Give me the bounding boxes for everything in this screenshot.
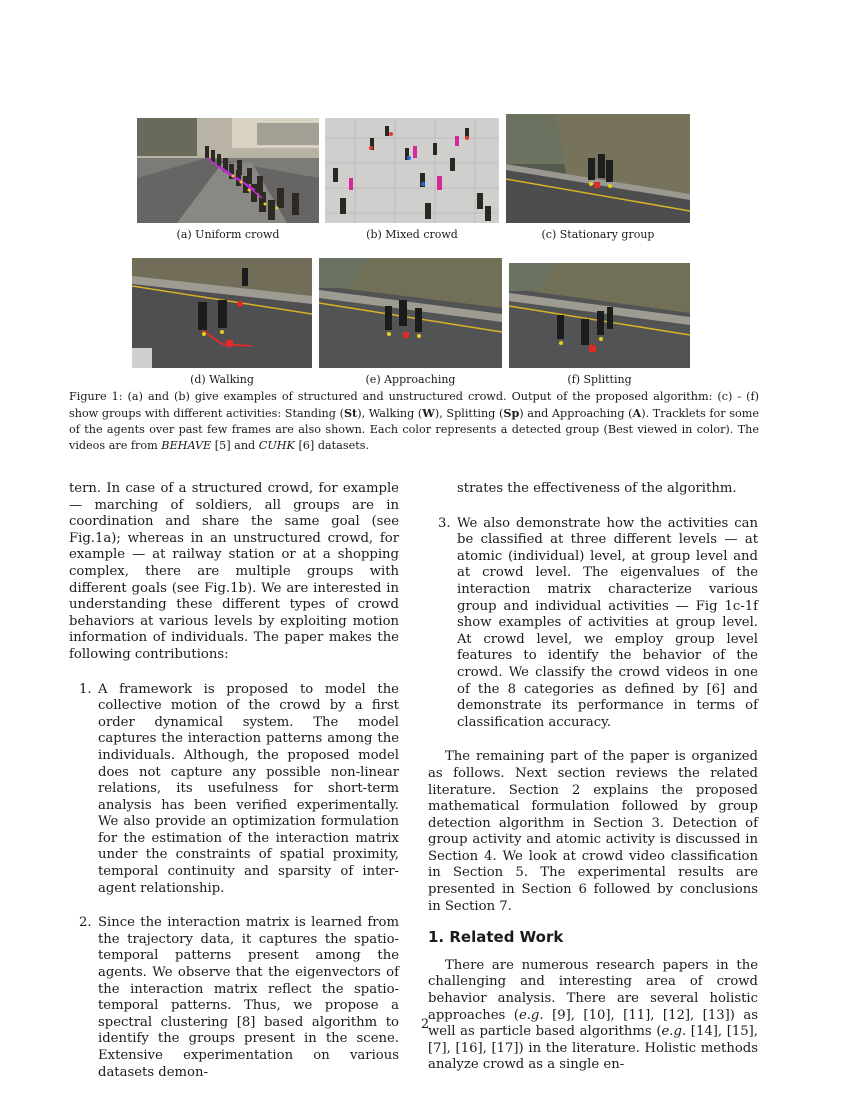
figure-1c-image [506, 114, 690, 223]
list-number: 3. [438, 515, 451, 531]
figure-1e-image [319, 258, 502, 368]
subfigure-caption-c: (c) Stationary group [541, 228, 655, 241]
figure-1b-image [325, 118, 499, 223]
list-item-text: Since the interaction matrix is learned from the trajectory data, it captures the spatio-temporal patterns present among the agents. We observe that the eigenvectors of the interaction matrix reflect the spatio-temporal patterns. Thus, we propose a spectral clustering [8] based algorithm to identify the groups present in the scene. Extensive experimentation on various datasets demon- [98, 915, 399, 1080]
subfigure-caption-d: (d) Walking [190, 373, 254, 386]
figure-caption: Figure 1: (a) and (b) give examples of structured and unstructured crowd. Output of the proposed algorithm: (c) - (f) show groups with different activities: Standing (St), Walking (W), Splitting (Sp) and Approaching (A). Tracklets for some of the agents over past few frames are also shown. Each color represents a detected group (Best viewed in color). The videos are from BEHAVE [5] and CUHK [6] datasets. [69, 390, 759, 452]
list-number: 1. [79, 681, 92, 697]
left-column [69, 481, 399, 1081]
contribution-item-3 [428, 516, 758, 732]
subfigure-caption-a: (a) Uniform crowd [176, 228, 280, 241]
figure-1f-image [509, 263, 690, 368]
list-item-text: A framework is proposed to model the collective motion of the crowd by a first order dynamical system. The model captures the interaction patterns among the individuals. Although, the proposed model does not capture any possible non-linear relations, its usefulness for short-term analysis has been verified experimentally. We also provide an optimization formulation for the estimation of the interaction matrix under the constraints of spatial proximity, temporal continuity and sparsity of inter-agent relationship. [98, 681, 399, 896]
intro-paragraph: tern. In case of a structured crowd, for example — marching of soldiers, all groups are in coordination and share the same goal (see Fig.1a); whereas in an unstructured crowd, for example — at railway station or at a shopping complex, there are multiple groups with different goals (see Fig.1b). We are interested in understanding these different types of crowd behaviors at various levels by exploiting motion information of individuals. The paper makes the following contributions: [69, 481, 399, 662]
subfigure-caption-b: (b) Mixed crowd [366, 228, 458, 241]
list-item-text: We also demonstrate how the activities can be classified at three different levels — at atomic (individual) level, at group level and at crowd level. The eigenvalues of the interaction matrix characterize various group and individual activities — Fig 1c-1f show examples of activities at group level. At crowd level, we employ group level features to identify the behavior of the crowd. We classify the crowd videos in one of the 8 categories as defined by [6] and demonstrate its performance in terms of classification accuracy. [457, 515, 758, 730]
continued-text: strates the effectiveness of the algorithm. [457, 481, 737, 496]
contribution-item-1 [69, 682, 399, 898]
right-column [428, 481, 758, 1074]
figure-1d-image [132, 258, 312, 368]
page-number: 2 [420, 1017, 430, 1032]
related-work-paragraph: There are numerous research papers in the challenging and interesting area of crowd behavior analysis. There are several holistic approaches (e.g. [9], [10], [11], [12], [13]) as well as particle based algorithms (e.g. [14], [15], [7], [16], [17]) in the literature. Holistic methods analyze crowd as a single en- [428, 957, 759, 1073]
subfigure-caption-f: (f) Splitting [567, 373, 632, 386]
contribution-item-2 [69, 915, 399, 1081]
section-heading: 1. Related Work [428, 928, 564, 947]
organization-paragraph: The remaining part of the paper is organized as follows. Next section reviews the related literature. Section 2 explains the proposed mathematical formulation followed by group detection algorithm in Section 3. Detection of group activity and atomic activity is discussed in Section 4. We look at crowd video classification in Section 5. The experimental results are presented in Section 6 followed by conclusions in Section 7. [428, 749, 758, 914]
subfigure-caption-e: (e) Approaching [365, 373, 456, 386]
list-number: 2. [79, 915, 92, 931]
figure-1a-image [137, 118, 319, 223]
